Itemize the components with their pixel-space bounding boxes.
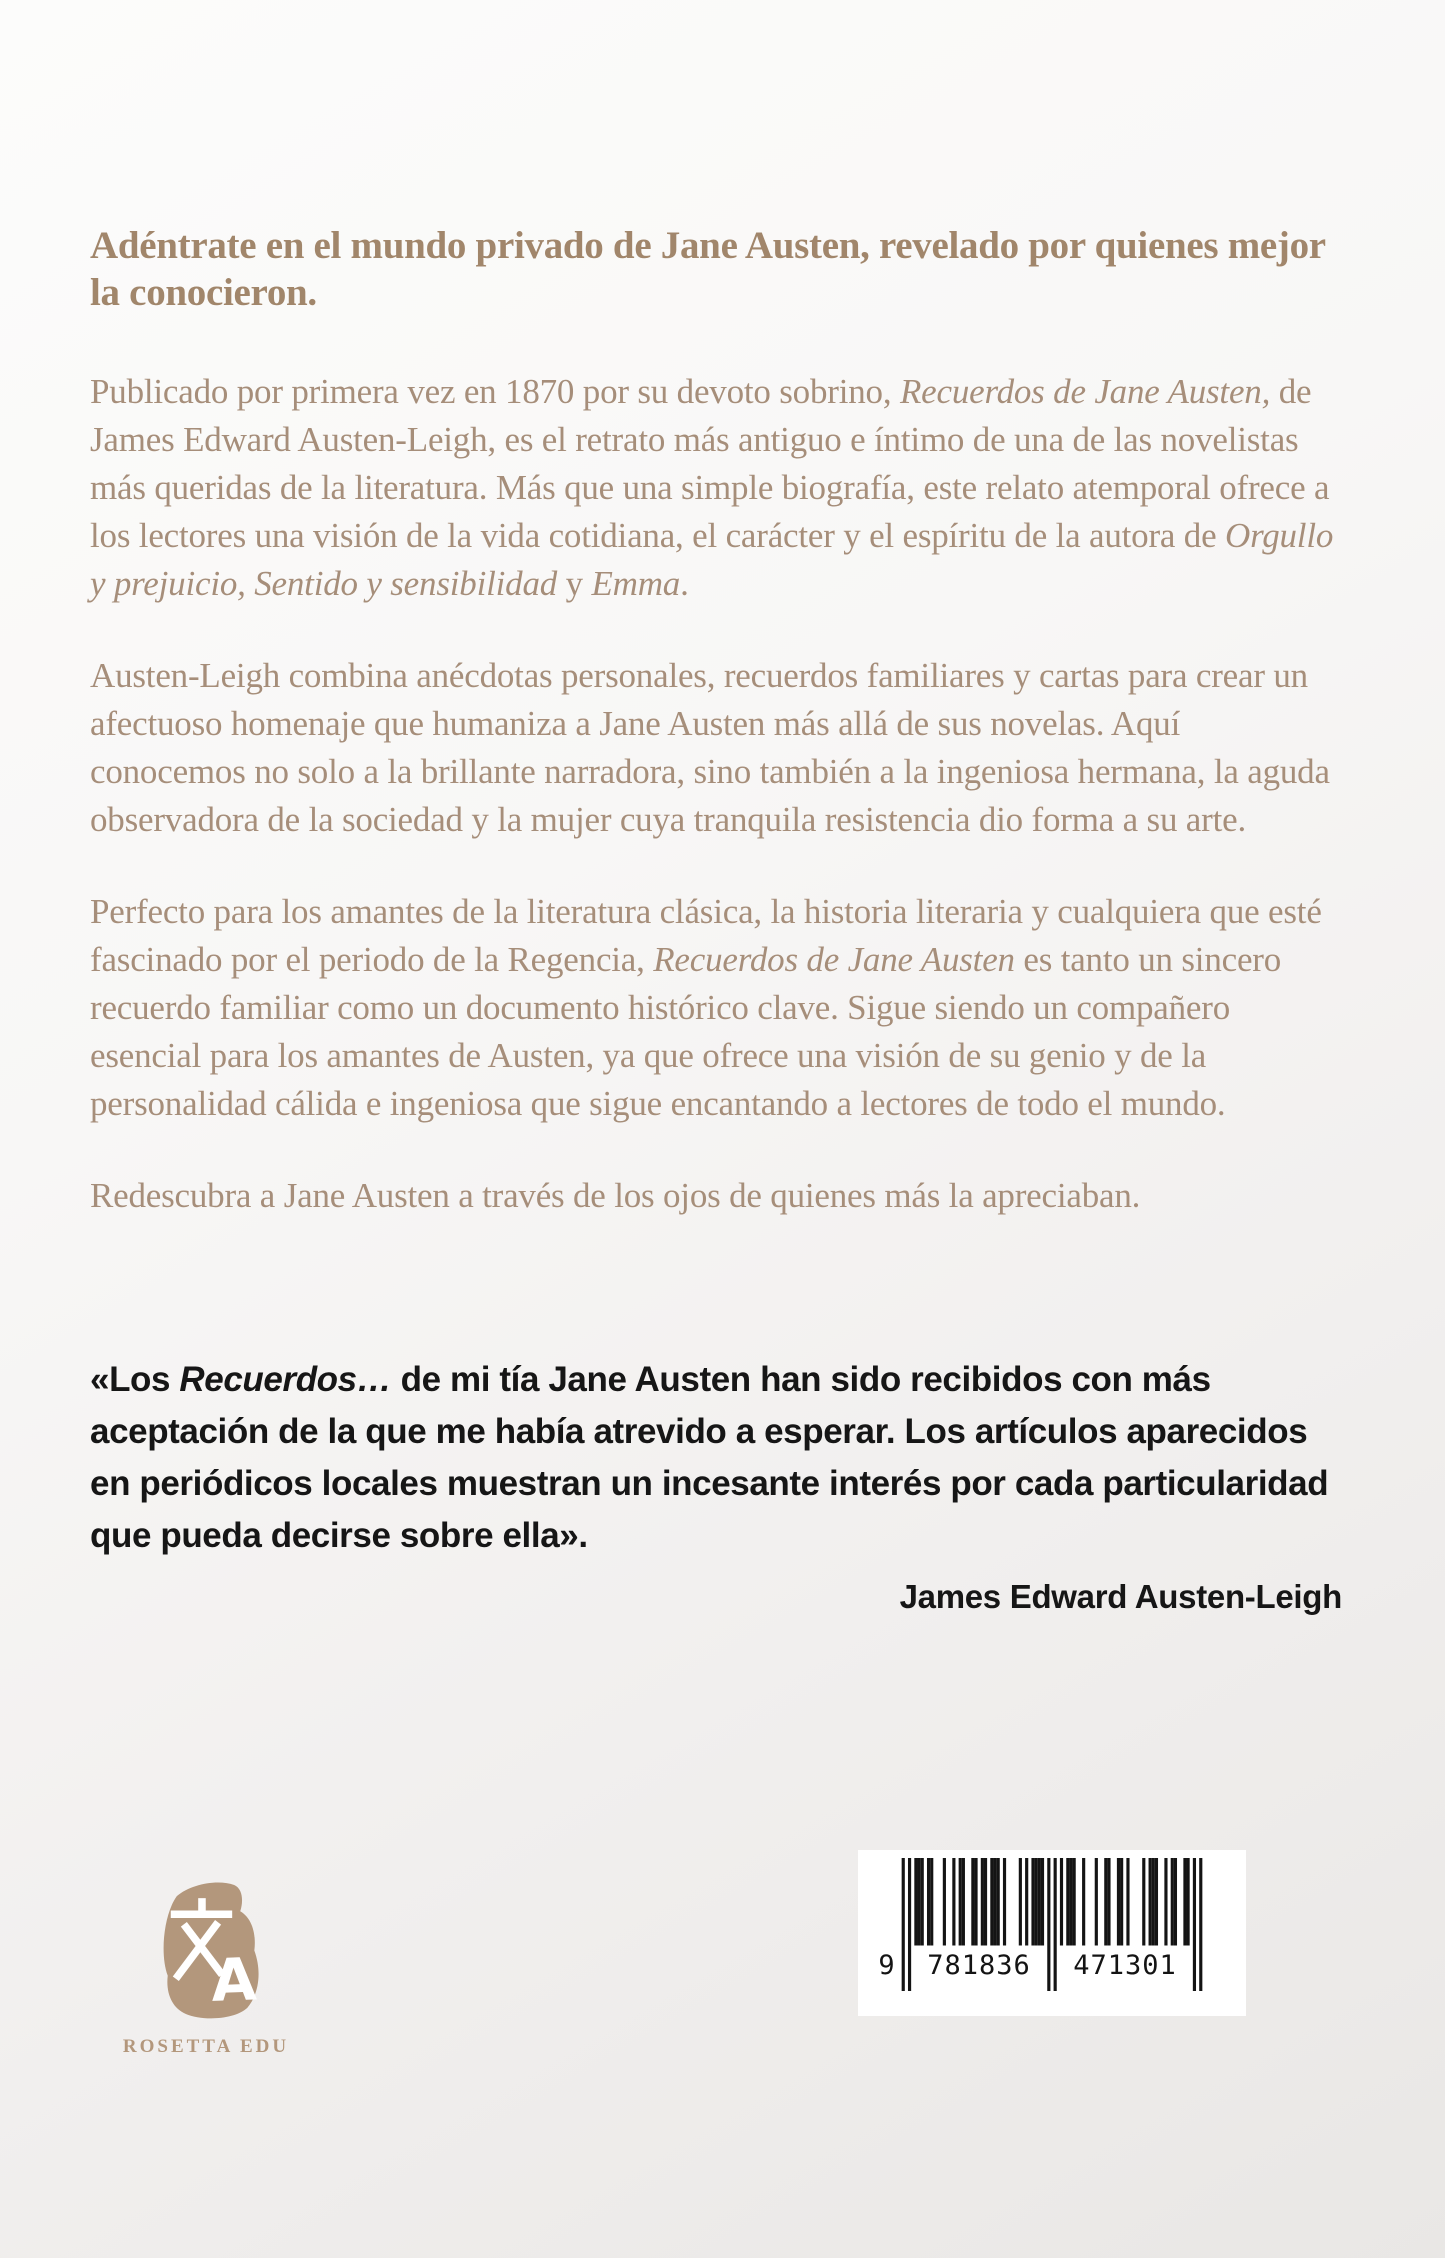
quote-attribution: James Edward Austen-Leigh xyxy=(899,1578,1342,1615)
back-cover-text-column xyxy=(90,222,1342,1616)
blurb-paragraph-1: Publicado por primera vez en 1870 por su devoto sobrino, Recuerdos de Jane Austen, de James Edward Austen-Leigh, es el retrato más antiguo e íntimo de una de las novelistas más queridas de la literatura. Más que una simple biografía, este relato atemporal ofrece a los lectores una visión de la vida cotidiana, el carácter y el espíritu de la autora de Orgullo y prejuicio, Sentido y sensibilidad y Emma. xyxy=(90,372,1334,603)
barcode xyxy=(858,1850,1246,2016)
review-quote: «Los Recuerdos… de mi tía Jane Austen han sido recibidos con más aceptación de la que me había atrevido a esperar. Los artículos aparecidos en periódicos locales muestran un incesante interés por cada particularidad que pueda decirse sobre ella». xyxy=(90,1360,1329,1555)
barcode-digit-group: 471301 xyxy=(1073,1950,1177,1981)
blurb-paragraph-3: Perfecto para los amantes de la literatura clásica, la historia literaria y cualquiera que esté fascinado por el periodo de la Regencia, Recuerdos de Jane Austen es tanto un sincero recuerdo familiar como un documento histórico clave. Sigue siendo un compañero esencial para los amantes de Austen, ya que ofrece una visión de su genio y de la personalidad cálida e ingeniosa que sigue encantando a lectores de todo el mundo. xyxy=(90,892,1322,1123)
publisher-name: ROSETTA EDU xyxy=(122,2036,290,2057)
publisher-logo xyxy=(118,1876,294,2058)
rosetta-stone-icon xyxy=(145,1876,267,2022)
blurb-paragraph-4: Redescubra a Jane Austen a través de los ojos de quienes más la apreciaban. xyxy=(90,1176,1141,1215)
latin-a-glyph: A xyxy=(210,1945,258,2015)
blurb-paragraph-2: Austen-Leigh combina anécdotas personales, recuerdos familiares y cartas para crear un afectuoso homenaje que humaniza a Jane Austen más allá de sus novelas. Aquí conocemos no solo a la brillante narradora, sino también a la ingeniosa hermana, la aguda observadora de la sociedad y la mujer cuya tranquila resistencia dio forma a su arte. xyxy=(90,656,1330,839)
headline: Adéntrate en el mundo privado de Jane Austen, revelado por quienes mejor la conocieron. xyxy=(90,224,1326,314)
review-quote-block xyxy=(90,1354,1342,1616)
blurb xyxy=(90,368,1342,1220)
barcode-digit-group: 9 xyxy=(878,1950,896,1981)
barcode-digit-group: 781836 xyxy=(927,1950,1031,1981)
